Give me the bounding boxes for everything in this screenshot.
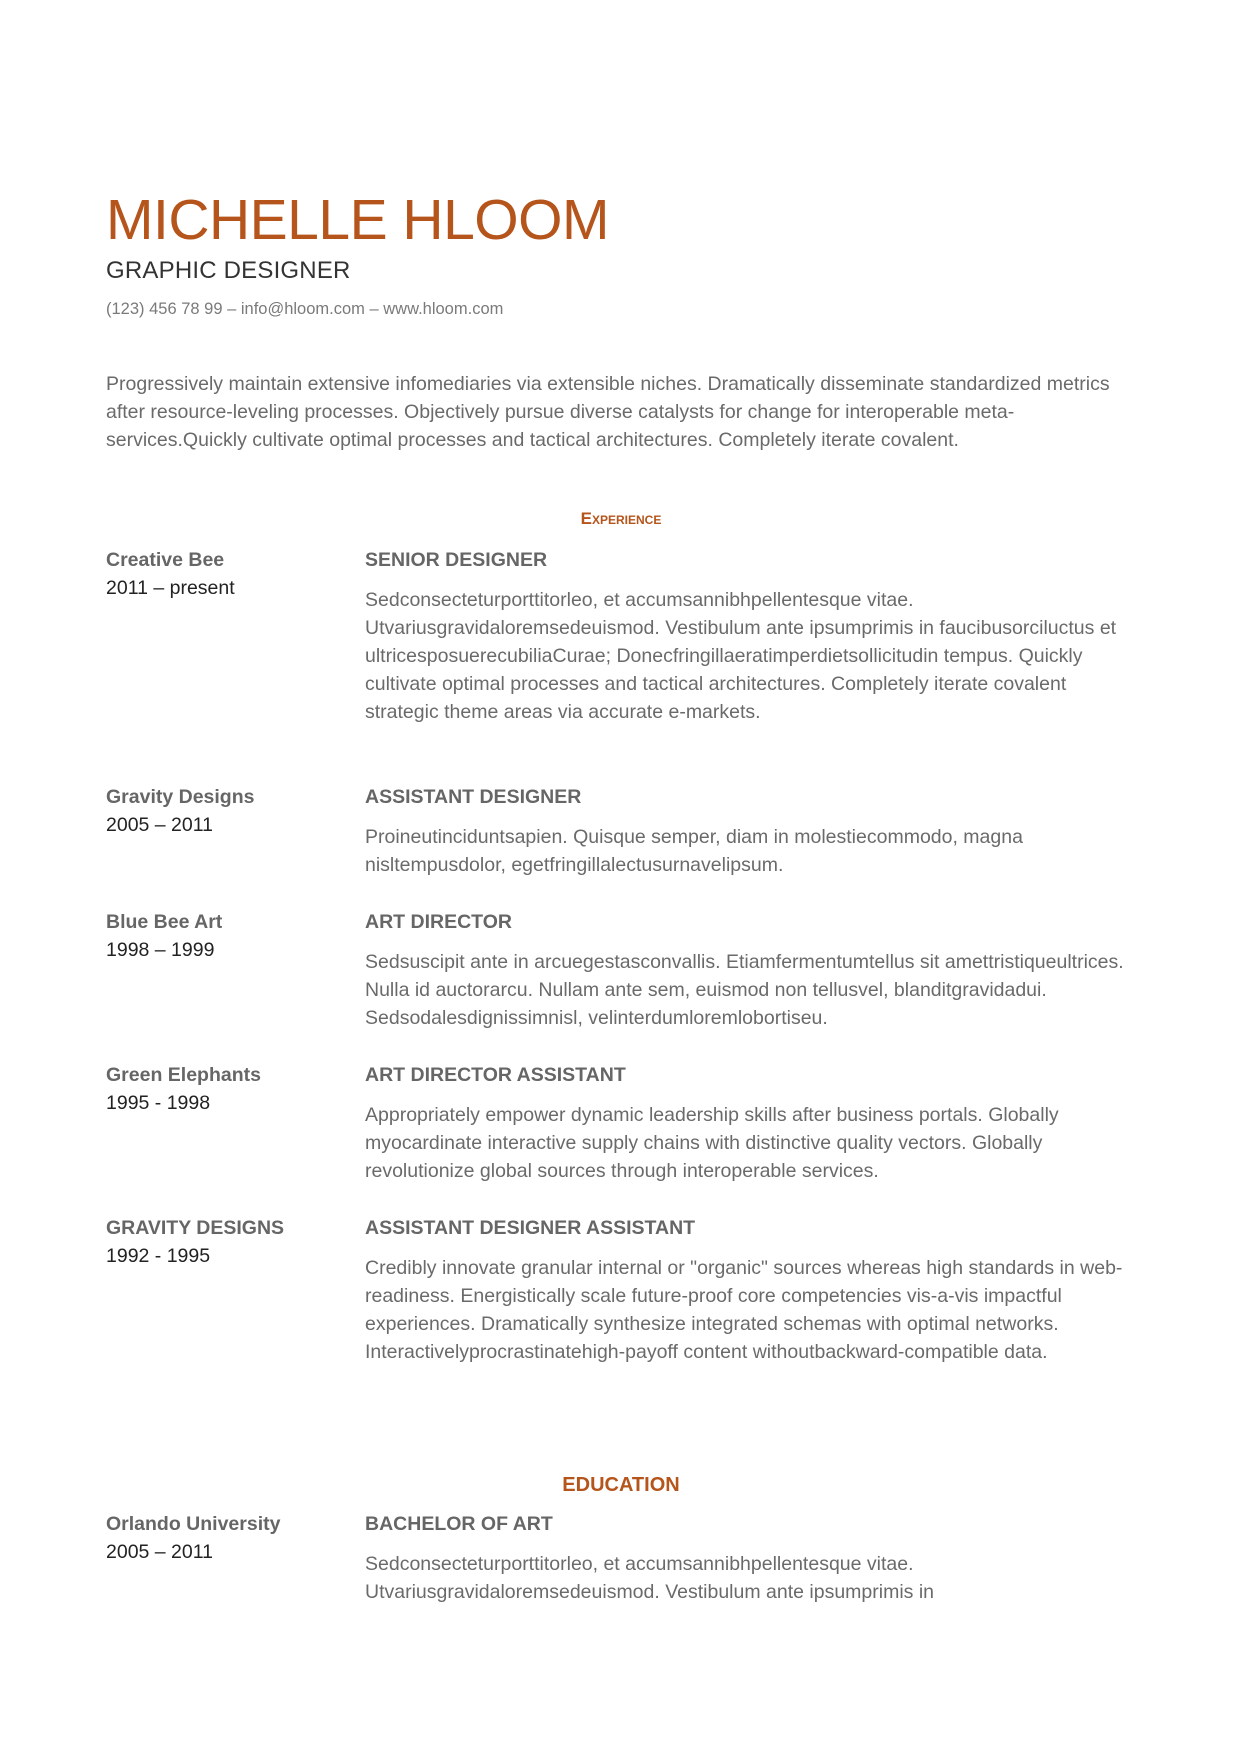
company-name: GRAVITY DESIGNS xyxy=(106,1217,285,1239)
profile-summary: Progressively maintain extensive infomediaries via extensible niches. Dramatically disseminate standardized metrics after resource-leveling processes. Objectively pursue diverse catalysts for change for interoperable meta-services.Quickly cultivate optimal processes and tactical architectures. Completely iterate covalent. xyxy=(106,373,1110,451)
company-name: Green Elephants xyxy=(106,1064,261,1086)
employment-dates: 1992 - 1995 xyxy=(106,1245,211,1267)
company-name: Blue Bee Art xyxy=(106,911,223,933)
candidate-name: MICHELLE HLOOM xyxy=(106,188,609,252)
job-description: Sedconsecteturporttitorleo, et accumsannibhpellentesque vitae. Utvariusgravidaloremsedeuismod. Vestibulum ante ipsumprimis in faucibusorciluctus et ultricesposuerecubiliaCurae; Donecfringillaeratimperdietsollicitudin tempus. Quickly cultivate optimal processes and tactical architectures. Completely iterate covalent strategic theme areas via accurate e-markets. xyxy=(365,589,1117,723)
job-description: Proineutinciduntsapien. Quisque semper, diam in molestiecommodo, magna nisltempusdolor, egetfringillalectusurnavelipsum. xyxy=(365,826,1023,876)
employment-dates: 2011 – present xyxy=(106,577,235,599)
employment-dates: 1995 - 1998 xyxy=(106,1092,211,1114)
degree-title: BACHELOR OF ART xyxy=(365,1513,553,1535)
employment-dates: 1998 – 1999 xyxy=(106,939,215,961)
contact-line: (123) 456 78 99 – info@hloom.com – www.hloom.com xyxy=(106,300,504,318)
education-description: Sedconsecteturporttitorleo, et accumsannibhpellentesque vitae. Utvariusgravidaloremsedeuismod. Vestibulum ante ipsumprimis in xyxy=(365,1553,934,1603)
job-description: Appropriately empower dynamic leadership skills after business portals. Globally myocardinate interactive supply chains with distinctive quality vectors. Globally revolutionize global sources through interoperable services. xyxy=(365,1104,1059,1182)
job-title: ART DIRECTOR xyxy=(365,911,512,933)
company-name: Creative Bee xyxy=(106,549,225,571)
school-name: Orlando University xyxy=(106,1513,281,1535)
job-title: ART DIRECTOR ASSISTANT xyxy=(365,1064,626,1086)
job-title: ASSISTANT DESIGNER ASSISTANT xyxy=(365,1217,696,1239)
job-title: SENIOR DESIGNER xyxy=(365,549,548,571)
education-heading: EDUCATION xyxy=(562,1474,680,1496)
employment-dates: 2005 – 2011 xyxy=(106,814,213,836)
candidate-role: GRAPHIC DESIGNER xyxy=(106,257,351,284)
experience-heading: Experience xyxy=(580,509,662,528)
education-dates: 2005 – 2011 xyxy=(106,1541,213,1563)
company-name: Gravity Designs xyxy=(106,786,255,808)
job-title: ASSISTANT DESIGNER xyxy=(365,786,582,808)
job-description: Sedsuscipit ante in arcuegestasconvallis. Etiamfermentumtellus sit amettristiqueultrices. Nulla id auctorarcu. Nullam ante sem, euismod non tellusvel, blanditgravidadui. Sedsodalesdignissimnisl, velinterdumloremlobortiseu. xyxy=(365,951,1124,1029)
job-description: Credibly innovate granular internal or "organic" sources whereas high standards in web-readiness. Energistically scale future-proof core competencies vis-a-vis impactful experiences. Dramatically synthesize integrated schemas with optimal networks. Interactivelyprocrastinatehigh-payoff content withoutbackward-compatible data. xyxy=(365,1257,1123,1363)
